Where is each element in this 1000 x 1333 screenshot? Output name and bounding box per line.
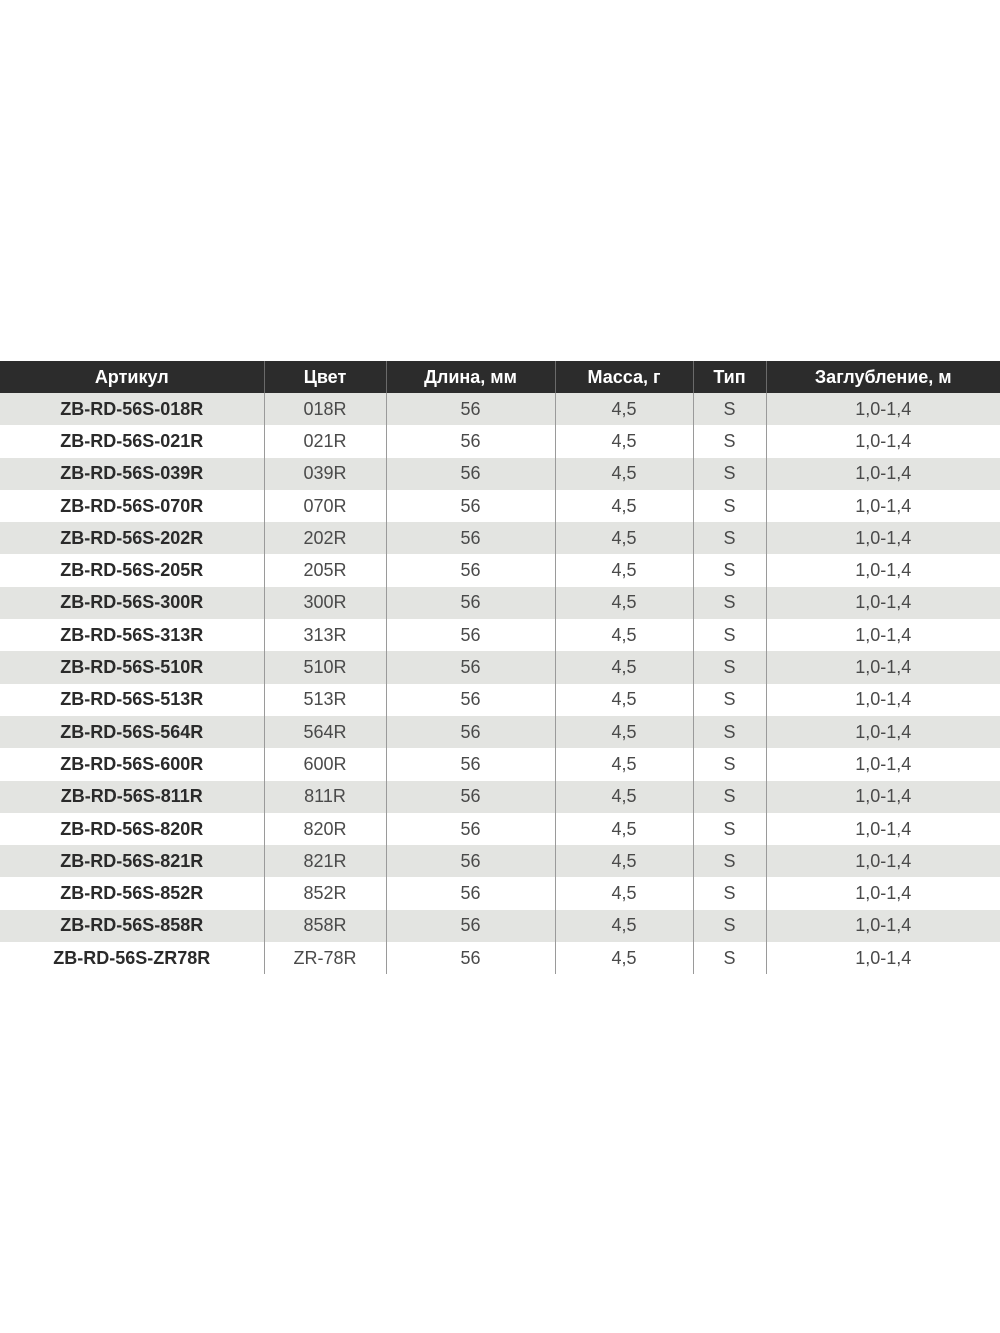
article-cell: ZB-RD-56S-510R: [0, 651, 264, 683]
color-cell: ZR-78R: [264, 942, 386, 974]
depth-cell: 1,0-1,4: [766, 425, 1000, 457]
type-cell: S: [693, 845, 766, 877]
color-cell: 018R: [264, 393, 386, 425]
weight-cell: 4,5: [555, 587, 693, 619]
length-cell: 56: [386, 910, 555, 942]
article-cell: ZB-RD-56S-600R: [0, 748, 264, 780]
type-cell: S: [693, 813, 766, 845]
weight-cell: 4,5: [555, 716, 693, 748]
depth-cell: 1,0-1,4: [766, 554, 1000, 586]
weight-cell: 4,5: [555, 458, 693, 490]
article-cell: ZB-RD-56S-858R: [0, 910, 264, 942]
weight-cell: 4,5: [555, 425, 693, 457]
length-cell: 56: [386, 490, 555, 522]
length-cell: 56: [386, 619, 555, 651]
weight-cell: 4,5: [555, 781, 693, 813]
length-cell: 56: [386, 845, 555, 877]
weight-cell: 4,5: [555, 942, 693, 974]
article-cell: ZB-RD-56S-021R: [0, 425, 264, 457]
table-row: [0, 748, 1000, 780]
length-cell: 56: [386, 651, 555, 683]
depth-cell: 1,0-1,4: [766, 716, 1000, 748]
weight-cell: 4,5: [555, 910, 693, 942]
table-row: [0, 458, 1000, 490]
header-weight: Масса, г: [555, 361, 693, 393]
type-cell: S: [693, 554, 766, 586]
table-row: [0, 490, 1000, 522]
length-cell: 56: [386, 748, 555, 780]
color-cell: 313R: [264, 619, 386, 651]
type-cell: S: [693, 684, 766, 716]
length-cell: 56: [386, 425, 555, 457]
type-cell: S: [693, 458, 766, 490]
table-row: [0, 587, 1000, 619]
color-cell: 820R: [264, 813, 386, 845]
article-cell: ZB-RD-56S-018R: [0, 393, 264, 425]
length-cell: 56: [386, 587, 555, 619]
length-cell: 56: [386, 781, 555, 813]
type-cell: S: [693, 651, 766, 683]
depth-cell: 1,0-1,4: [766, 684, 1000, 716]
color-cell: 070R: [264, 490, 386, 522]
type-cell: S: [693, 393, 766, 425]
header-article: Артикул: [0, 361, 264, 393]
table-row: [0, 781, 1000, 813]
weight-cell: 4,5: [555, 684, 693, 716]
depth-cell: 1,0-1,4: [766, 458, 1000, 490]
type-cell: S: [693, 522, 766, 554]
table-row: [0, 845, 1000, 877]
weight-cell: 4,5: [555, 845, 693, 877]
type-cell: S: [693, 490, 766, 522]
depth-cell: 1,0-1,4: [766, 813, 1000, 845]
article-cell: ZB-RD-56S-513R: [0, 684, 264, 716]
table-row: [0, 522, 1000, 554]
header-type: Тип: [693, 361, 766, 393]
length-cell: 56: [386, 393, 555, 425]
depth-cell: 1,0-1,4: [766, 845, 1000, 877]
table-row: [0, 910, 1000, 942]
depth-cell: 1,0-1,4: [766, 490, 1000, 522]
article-cell: ZB-RD-56S-313R: [0, 619, 264, 651]
type-cell: S: [693, 587, 766, 619]
type-cell: S: [693, 619, 766, 651]
color-cell: 600R: [264, 748, 386, 780]
table-row: [0, 877, 1000, 909]
color-cell: 513R: [264, 684, 386, 716]
table-row: [0, 716, 1000, 748]
header-color: Цвет: [264, 361, 386, 393]
length-cell: 56: [386, 554, 555, 586]
table-row: [0, 651, 1000, 683]
color-cell: 811R: [264, 781, 386, 813]
table-header: [0, 361, 1000, 393]
color-cell: 300R: [264, 587, 386, 619]
type-cell: S: [693, 942, 766, 974]
type-cell: S: [693, 425, 766, 457]
depth-cell: 1,0-1,4: [766, 781, 1000, 813]
table-row: [0, 942, 1000, 974]
weight-cell: 4,5: [555, 651, 693, 683]
length-cell: 56: [386, 716, 555, 748]
weight-cell: 4,5: [555, 877, 693, 909]
article-cell: ZB-RD-56S-ZR78R: [0, 942, 264, 974]
color-cell: 202R: [264, 522, 386, 554]
color-cell: 039R: [264, 458, 386, 490]
table-row: [0, 813, 1000, 845]
article-cell: ZB-RD-56S-300R: [0, 587, 264, 619]
table-body: [0, 393, 1000, 974]
table-row: [0, 393, 1000, 425]
color-cell: 821R: [264, 845, 386, 877]
type-cell: S: [693, 781, 766, 813]
weight-cell: 4,5: [555, 554, 693, 586]
length-cell: 56: [386, 522, 555, 554]
depth-cell: 1,0-1,4: [766, 877, 1000, 909]
table-row: [0, 619, 1000, 651]
header-length: Длина, мм: [386, 361, 555, 393]
type-cell: S: [693, 877, 766, 909]
depth-cell: 1,0-1,4: [766, 910, 1000, 942]
depth-cell: 1,0-1,4: [766, 619, 1000, 651]
length-cell: 56: [386, 684, 555, 716]
length-cell: 56: [386, 877, 555, 909]
type-cell: S: [693, 910, 766, 942]
header-depth: Заглубление, м: [766, 361, 1000, 393]
product-spec-table: [0, 361, 1000, 974]
length-cell: 56: [386, 942, 555, 974]
article-cell: ZB-RD-56S-070R: [0, 490, 264, 522]
color-cell: 021R: [264, 425, 386, 457]
article-cell: ZB-RD-56S-202R: [0, 522, 264, 554]
table-row: [0, 684, 1000, 716]
article-cell: ZB-RD-56S-852R: [0, 877, 264, 909]
article-cell: ZB-RD-56S-821R: [0, 845, 264, 877]
depth-cell: 1,0-1,4: [766, 522, 1000, 554]
color-cell: 205R: [264, 554, 386, 586]
article-cell: ZB-RD-56S-564R: [0, 716, 264, 748]
weight-cell: 4,5: [555, 748, 693, 780]
weight-cell: 4,5: [555, 813, 693, 845]
weight-cell: 4,5: [555, 393, 693, 425]
color-cell: 510R: [264, 651, 386, 683]
type-cell: S: [693, 716, 766, 748]
length-cell: 56: [386, 458, 555, 490]
color-cell: 564R: [264, 716, 386, 748]
depth-cell: 1,0-1,4: [766, 942, 1000, 974]
depth-cell: 1,0-1,4: [766, 748, 1000, 780]
table-row: [0, 554, 1000, 586]
type-cell: S: [693, 748, 766, 780]
article-cell: ZB-RD-56S-811R: [0, 781, 264, 813]
depth-cell: 1,0-1,4: [766, 651, 1000, 683]
header-row: [0, 361, 1000, 393]
color-cell: 852R: [264, 877, 386, 909]
depth-cell: 1,0-1,4: [766, 587, 1000, 619]
table-row: [0, 425, 1000, 457]
weight-cell: 4,5: [555, 619, 693, 651]
color-cell: 858R: [264, 910, 386, 942]
article-cell: ZB-RD-56S-205R: [0, 554, 264, 586]
weight-cell: 4,5: [555, 522, 693, 554]
length-cell: 56: [386, 813, 555, 845]
article-cell: ZB-RD-56S-039R: [0, 458, 264, 490]
article-cell: ZB-RD-56S-820R: [0, 813, 264, 845]
weight-cell: 4,5: [555, 490, 693, 522]
depth-cell: 1,0-1,4: [766, 393, 1000, 425]
